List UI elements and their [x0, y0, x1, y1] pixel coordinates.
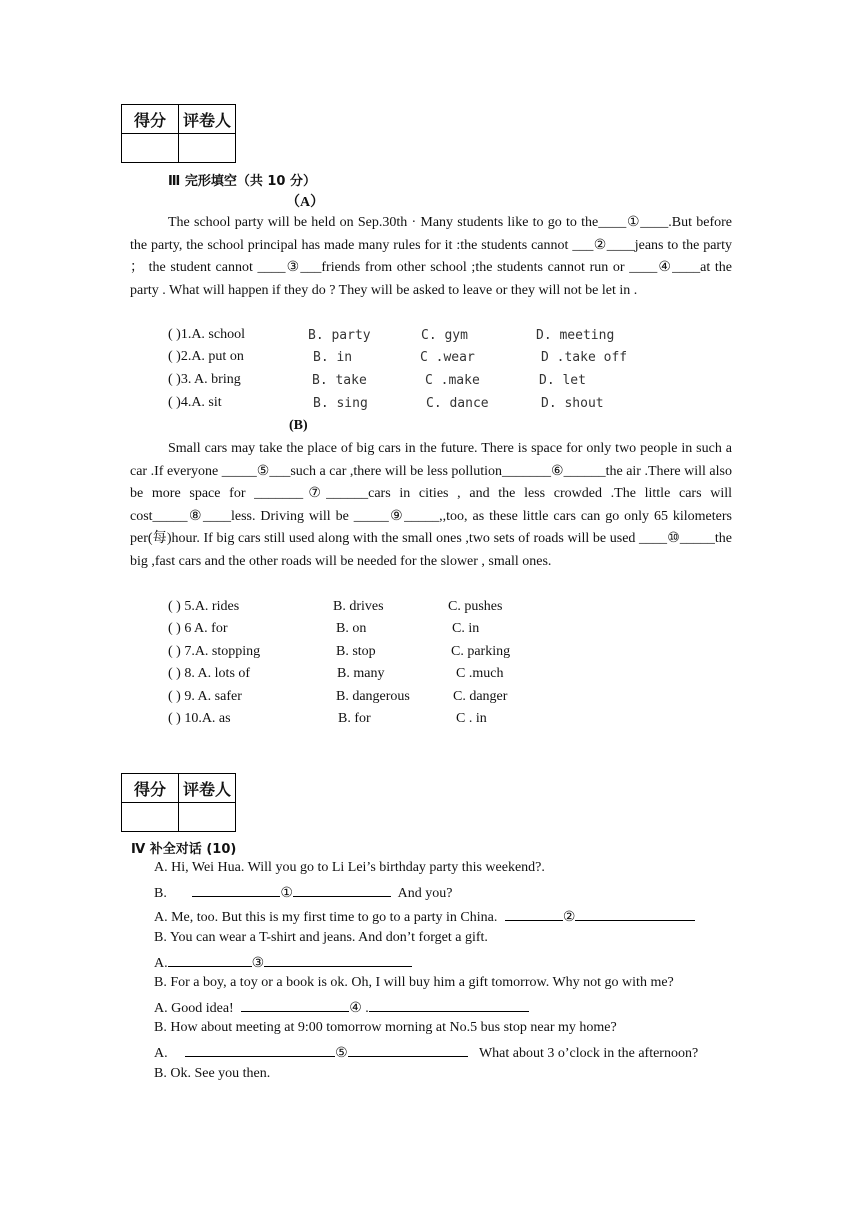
- part-b-paragraph: Small cars may take the place of big cars in the future. There is space for only two people in such a car .If everyone _____⑤___such a car ,there will be less pollution_______⑥______the air .There will also be more space for _______⑦______cars in cities , and the less crowded .The little cars will cost_____⑧____less. Driving will be _____⑨_____,,too, as these little cars can go only 65 kilometers per(每)hour. If big cars still used along with the small ones ,two sets of roads will be used ____⑩_____the big ,fast cars and the other roads will be needed for the slower , small ones.: [130, 441, 732, 569]
- dialogue-line: B. ① And you?: [154, 882, 452, 902]
- dialogue-line: B. You can wear a T-shirt and jeans. And don’t forget a gift.: [154, 930, 488, 945]
- score-label: 得分: [122, 774, 179, 803]
- answer-blank[interactable]: [192, 882, 280, 897]
- score-cell[interactable]: [122, 803, 179, 832]
- grader-cell[interactable]: [179, 803, 236, 832]
- dialogue-line: A. ⑤ What about 3 o’clock in the afternoon?: [154, 1042, 698, 1062]
- score-box: [121, 773, 236, 832]
- grader-label: 评卷人: [179, 774, 236, 803]
- score-cell[interactable]: [122, 134, 179, 163]
- answer-blank[interactable]: [264, 952, 412, 967]
- answer-blank[interactable]: [575, 906, 695, 921]
- answer-blank[interactable]: [505, 906, 563, 921]
- grader-label: 评卷人: [179, 105, 236, 134]
- dialogue-line: B. How about meeting at 9:00 tomorrow morning at No.5 bus stop near my home?: [154, 1020, 617, 1035]
- dialogue-line: A. Me, too. But this is my first time to go to a party in China. ②: [154, 906, 695, 926]
- answer-blank[interactable]: [348, 1042, 468, 1057]
- dialogue-line: A. Good idea! ④ .: [154, 997, 529, 1017]
- dialogue-line: A. ③: [154, 952, 412, 972]
- answer-blank[interactable]: [185, 1042, 335, 1057]
- score-label: 得分: [122, 105, 179, 134]
- dialogue-line: A. Hi, Wei Hua. Will you go to Li Lei’s birthday party this weekend?.: [154, 860, 545, 875]
- answer-blank[interactable]: [168, 952, 252, 967]
- dialogue-line: B. Ok. See you then.: [154, 1066, 271, 1081]
- part-b-label: (B): [289, 418, 308, 433]
- grader-cell[interactable]: [179, 134, 236, 163]
- section-3-title: Ⅲ 完形填空（共 10 分）: [168, 174, 316, 189]
- answer-blank[interactable]: [369, 997, 529, 1012]
- answer-blank[interactable]: [241, 997, 349, 1012]
- score-box: [121, 104, 236, 163]
- part-a-paragraph: The school party will be held on Sep.30th · Many students like to go to the____①____.But before the party, the school principal has made many rules for it :the students cannot ___②____jeans to the party ； the student cannot ____③___friends from other school ;the students cannot run or ____④____at the party . What will happen if they do ? They will be asked to leave or they will not be let in .: [130, 215, 732, 298]
- part-a-label: （A）: [286, 195, 325, 210]
- dialogue-line: B. For a boy, a toy or a book is ok. Oh, I will buy him a gift tomorrow. Why not go with me?: [154, 975, 674, 990]
- section-4-title: Ⅳ 补全对话 (10): [131, 842, 237, 857]
- answer-blank[interactable]: [293, 882, 391, 897]
